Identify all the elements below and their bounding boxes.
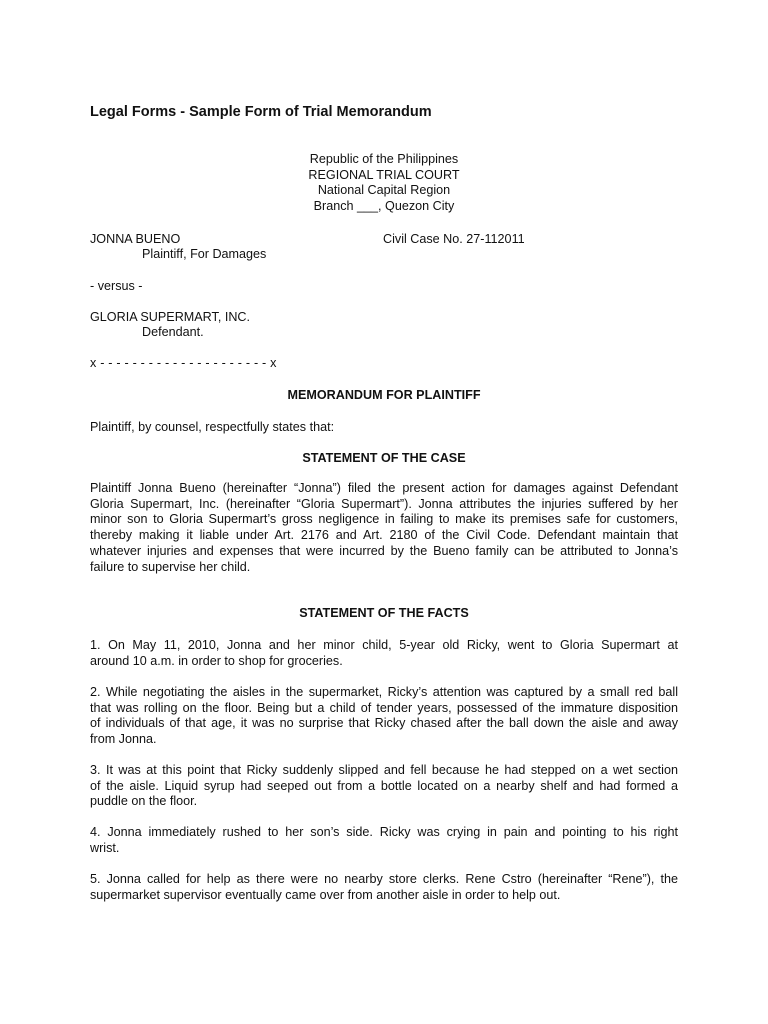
- fact-1: [90, 638, 678, 669]
- text-line: Plaintiff Jonna Bueno (hereinafter “Jonna”) filed the present action for damages against Defendant: [90, 481, 678, 495]
- fact-4: [90, 825, 678, 856]
- text-line: from Jonna.: [90, 732, 157, 747]
- court-branch: Branch ___, Quezon City: [313, 199, 455, 214]
- fact-2: [90, 685, 678, 748]
- case-heading: STATEMENT OF THE CASE: [302, 451, 466, 465]
- text-line: 1. On May 11, 2010, Jonna and her minor child, 5-year old Ricky, went to Gloria Supermart at: [90, 638, 678, 652]
- defendant-name: GLORIA SUPERMART, INC.: [90, 310, 251, 324]
- text-line: 4. Jonna immediately rushed to her son’s side. Ricky was crying in pain and pointing to his right: [90, 825, 678, 839]
- text-line: whatever injuries and expenses that were incurred by the Bueno family can be attributed to Jonna’s: [90, 543, 678, 558]
- case-paragraph: [90, 481, 678, 575]
- fact-5: [90, 872, 678, 903]
- fact-3: [90, 763, 678, 810]
- defendant-role: Defendant.: [142, 325, 204, 339]
- text-line: wrist.: [90, 840, 120, 855]
- text-line: that was rolling on the floor. Being but a child of tender years, possessed of the immature disposition: [90, 700, 678, 715]
- text-line: 3. It was at this point that Ricky suddenly slipped and fell because he had stepped on a wet section: [90, 763, 678, 777]
- versus-label: - versus -: [90, 279, 143, 293]
- text-line: supermarket supervisor eventually came over from another aisle in order to help out.: [90, 887, 561, 902]
- text-line: 2. While negotiating the aisles in the supermarket, Ricky’s attention was captured by a small red ball: [90, 685, 678, 699]
- text-line: of individuals of that age, it was no surprise that Ricky chased after the ball down the aisle and away: [90, 716, 678, 731]
- plaintiff-name: JONNA BUENO: [90, 232, 181, 246]
- text-line: failure to supervise her child.: [90, 559, 251, 574]
- text-line: minor son to Gloria Supermart’s gross negligence in failing to make its premises safe for customers,: [90, 512, 678, 527]
- text-line: puddle on the floor.: [90, 794, 198, 809]
- court-country: Republic of the Philippines: [309, 152, 459, 166]
- court-header: [0, 152, 768, 215]
- plaintiff-role: Plaintiff, For Damages: [142, 247, 267, 261]
- text-line: Gloria Supermart, Inc. (hereinafter “Gloria Supermart”). Jonna attributes the injuries suffered by her: [90, 496, 678, 511]
- court-region: National Capital Region: [317, 183, 451, 198]
- caption-separator: x - - - - - - - - - - - - - - - - - - - - - x: [90, 356, 277, 370]
- text-line: around 10 a.m. in order to shop for groceries.: [90, 653, 343, 668]
- court-name: REGIONAL TRIAL COURT: [308, 167, 460, 182]
- text-line: of the aisle. Liquid syrup had seeped out from a bottle located on a nearby shelf and had formed a: [90, 778, 678, 793]
- memorandum-heading: MEMORANDUM FOR PLAINTIFF: [287, 388, 481, 402]
- text-line: 5. Jonna called for help as there were no nearby store clerks. Rene Cstro (hereinafter “Rene”), the: [90, 872, 678, 886]
- page-title: Legal Forms - Sample Form of Trial Memorandum: [90, 104, 432, 120]
- facts-heading: STATEMENT OF THE FACTS: [299, 606, 469, 620]
- intro-text: Plaintiff, by counsel, respectfully states that:: [90, 420, 335, 434]
- case-number: Civil Case No. 27-112011: [383, 232, 525, 246]
- text-line: thereby making it liable under Art. 2176 and Art. 2180 of the Civil Code. Defendant maintain that: [90, 528, 678, 543]
